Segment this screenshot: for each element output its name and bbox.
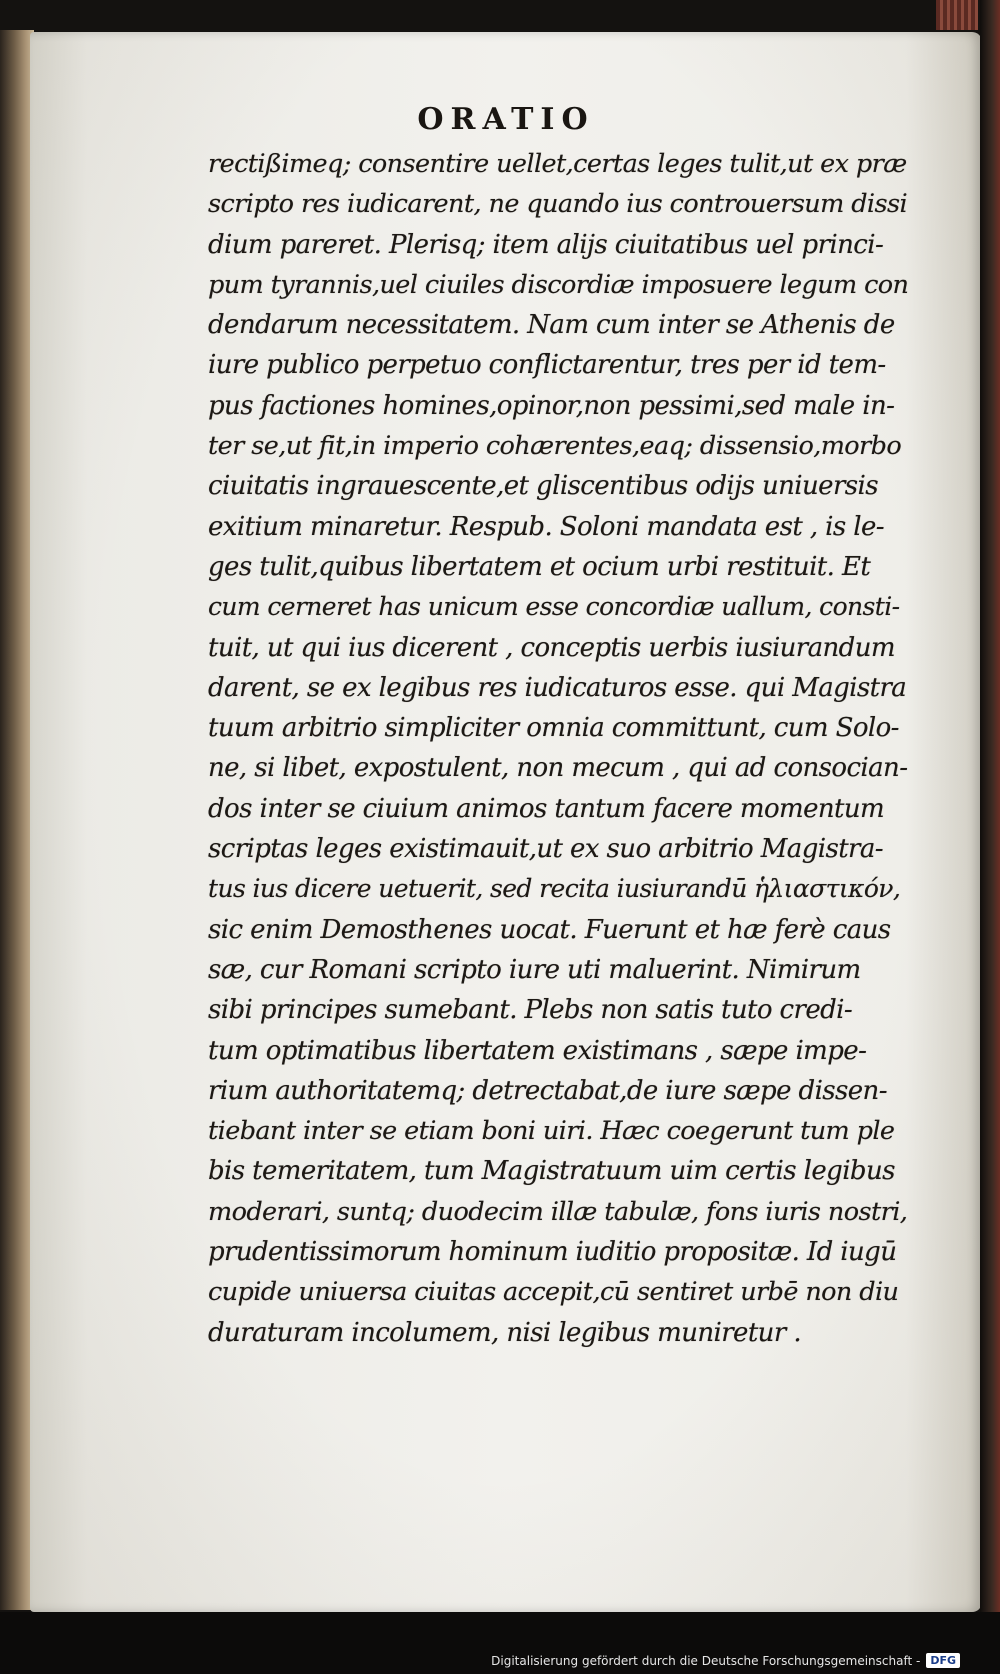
text-line: moderari, suntq; duodecim illæ tabulæ, fons iuris nostri, [208, 1196, 908, 1227]
text-line: pum tyrannis,uel ciuiles discordiæ imposuere legum con [208, 269, 909, 300]
book-page [30, 32, 982, 1612]
text-line: tuit, ut qui ius dicerent , conceptis uerbis iusiurandum [208, 632, 895, 663]
text-line: sibi principes sumebant. Plebs non satis tuto credi- [208, 995, 853, 1026]
text-line: pus factiones homines,opinor,non pessimi,sed male in- [208, 390, 895, 421]
book-right-edge [980, 0, 1000, 1674]
text-line: tum optimatibus libertatem existimans , sæpe impe- [208, 1035, 867, 1066]
text-line: scripto res iudicarent, ne quando ius controuersum dissi [208, 189, 908, 220]
page-text [208, 144, 909, 1353]
running-head: ORATIO [417, 102, 595, 137]
text-line: dos inter se ciuium animos tantum facere momentum [208, 793, 885, 824]
text-line: cum cerneret has unicum esse concordiæ uallum, consti- [208, 592, 900, 622]
text-line: ter se,ut fit,in imperio cohærentes,eaq; dissensio,morbo [208, 431, 902, 462]
text-line: scriptas leges existimauit,ut ex suo arbitrio Magistra- [208, 834, 883, 865]
text-line: ne, si libet, expostulent, non mecum , qui ad consocian- [208, 753, 908, 784]
text-line: dium pareret. Plerisq; item alijs ciuitatibus uel princi- [208, 229, 884, 260]
text-line: ciuitatis ingrauescente,et gliscentibus odijs uniuersis [208, 471, 878, 502]
text-line: prudentissimorum hominum iuditio propositæ. Id iugū [208, 1237, 897, 1268]
text-line: rium authoritatemq; detrectabat,de iure sæpe dissen- [208, 1075, 887, 1106]
bookmark-ribbon [936, 0, 978, 30]
text-line: sic enim Demosthenes uocat. Fuerunt et hæ ferè caus [208, 914, 891, 945]
book-spine-edge [0, 30, 34, 1610]
digitization-credit [491, 1653, 960, 1668]
dfg-logo: DFG [926, 1653, 960, 1668]
text-line: darent, se ex legibus res iudicaturos esse. qui Magistra [208, 672, 907, 703]
text-line: cupide uniuersa ciuitas accepit,cū sentiret urbē non diu [208, 1277, 899, 1308]
text-line: tus ius dicere uetuerit, sed recita iusiurandū ἡλιαστικόν, [208, 874, 901, 904]
text-line: dendarum necessitatem. Nam cum inter se Athenis de [208, 310, 895, 341]
text-line: rectißimeq; consentire uellet,certas leges tulit,ut ex præ [208, 149, 907, 179]
text-line: ges tulit,quibus libertatem et ocium urbi restituit. Et [208, 551, 871, 582]
text-line: tiebant inter se etiam boni uiri. Hæc coegerunt tum ple [208, 1116, 895, 1147]
credit-text: Digitalisierung gefördert durch die Deutsche Forschungsgemeinschaft - [491, 1653, 921, 1668]
text-line: iure publico perpetuo conflictarentur, tres per id tem- [208, 350, 886, 381]
text-line: duraturam incolumem, nisi legibus muniretur . [208, 1317, 801, 1348]
text-line: sæ, cur Romani scripto iure uti maluerint. Nimirum [208, 954, 861, 985]
text-line: bis temeritatem, tum Magistratuum uim certis legibus [208, 1156, 895, 1187]
text-line: exitium minaretur. Respub. Soloni mandata est , is le- [208, 511, 884, 542]
text-line: tuum arbitrio simpliciter omnia committunt, cum Solo- [208, 713, 899, 744]
